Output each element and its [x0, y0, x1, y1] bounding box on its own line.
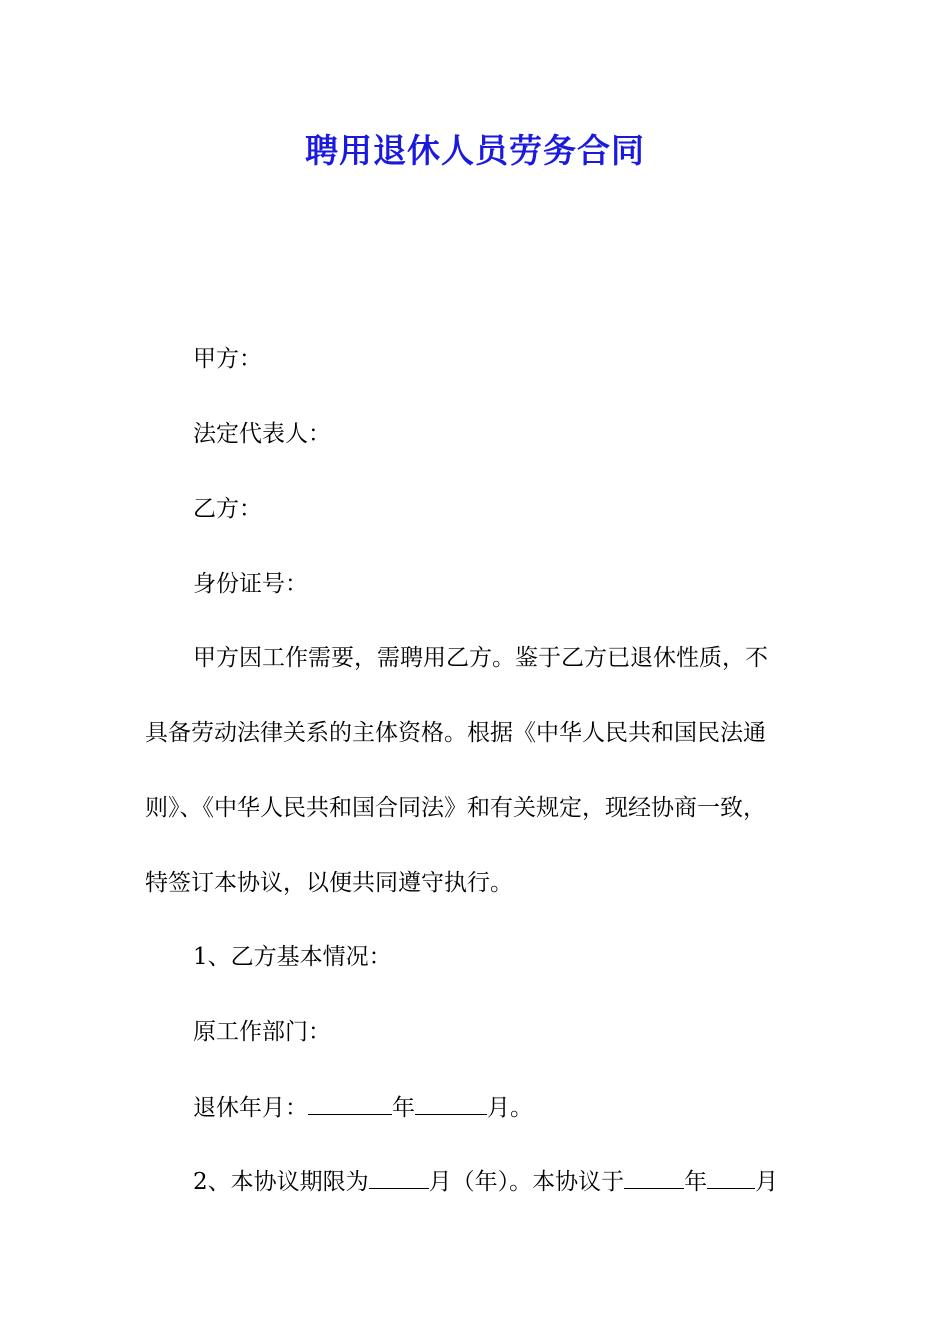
retire-month-unit: 月。 — [487, 1095, 533, 1121]
start-month-blank — [707, 1166, 755, 1189]
preamble-line-4: 特签订本协议，以便共同遵守执行。 — [145, 870, 513, 896]
id-number-label: 身份证号： — [193, 571, 308, 597]
preamble-line-1: 甲方因工作需要，需聘用乙方。鉴于乙方已退休性质，不 — [193, 645, 768, 671]
preamble-line-2: 具备劳动法律关系的主体资格。根据《中华人民共和国民法通 — [145, 720, 766, 746]
retire-month-blank — [415, 1092, 487, 1115]
term-length-blank — [369, 1166, 429, 1189]
start-year-blank — [624, 1166, 684, 1189]
section2-prefix: 2、本协议期限为 — [193, 1169, 369, 1195]
retire-date-label: 退休年月： — [193, 1095, 308, 1121]
original-dept-label: 原工作部门： — [193, 1019, 331, 1045]
party-b-label: 乙方： — [193, 496, 262, 522]
preamble-line-3: 则》、《中华人民共和国合同法》和有关规定，现经协商一致， — [145, 795, 766, 821]
document-title: 聘用退休人员劳务合同 — [305, 131, 645, 170]
section2-month-unit: 月 — [755, 1169, 779, 1195]
section1-heading: 1、乙方基本情况： — [193, 944, 392, 970]
retire-year-unit: 年 — [392, 1095, 415, 1121]
section2-unit: 月（年）。本协议于 — [428, 1169, 625, 1195]
section2-year-unit: 年 — [684, 1169, 708, 1195]
retire-date-line — [193, 1092, 873, 1123]
legal-rep-label: 法定代表人： — [193, 421, 331, 447]
section2-line — [193, 1166, 873, 1197]
party-a-label: 甲方： — [193, 346, 262, 372]
retire-year-blank — [308, 1092, 392, 1115]
